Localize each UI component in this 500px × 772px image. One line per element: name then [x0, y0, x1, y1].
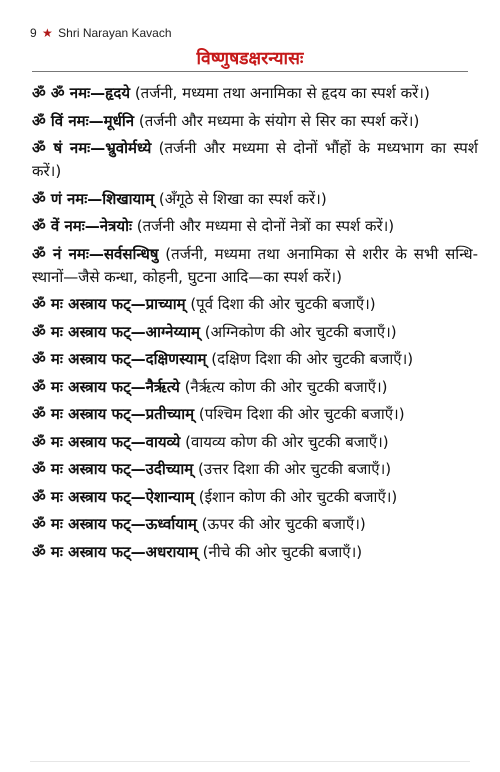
- list-item: [32, 348, 478, 371]
- mantra-text: ॐ वें नमः—नेत्रयोः: [32, 217, 133, 235]
- instruction-text: (अग्निकोण की ओर चुटकी बजाएँ।): [199, 322, 397, 341]
- title-divider: [32, 71, 468, 72]
- list-item: [32, 486, 478, 509]
- mantra-text: ॐ ॐ नमः—हृदये: [32, 84, 131, 102]
- mantra-text: ॐ मः अस्त्राय फट्—दक्षिणस्याम्: [32, 350, 207, 368]
- mantra-text: ॐ णं नमः—शिखायाम्: [32, 189, 155, 208]
- list-item: [32, 541, 478, 564]
- list-item: [32, 215, 478, 238]
- mantra-text: ॐ नं नमः—सर्वसन्धिषु: [32, 244, 159, 263]
- instruction-text: (नैर्ऋत्य कोण की ओर चुटकी बजाएँ।): [179, 377, 388, 396]
- list-item: [32, 403, 478, 426]
- running-header: [30, 26, 172, 40]
- list-item: [32, 110, 478, 133]
- mantra-text: ॐ मः अस्त्राय फट्—अधरायाम्: [32, 542, 198, 561]
- section-title: विष्णुषडक्षरन्यासः: [196, 49, 304, 69]
- instruction-text: (तर्जनी, मध्यमा तथा अनामिका से शरीर के सभी सन्धि-स्थानों—जैसे कन्धा, कोहनी, घुटना आदि—का स्पर्श करें।): [32, 244, 478, 286]
- list-item: [32, 458, 478, 481]
- instruction-text: (तर्जनी, मध्यमा तथा अनामिका से हृदय का स्पर्श करें।): [130, 84, 430, 102]
- mantra-text: ॐ मः अस्त्राय फट्—प्राच्याम्: [32, 295, 186, 313]
- instruction-text: (ऊपर की ओर चुटकी बजाएँ।): [196, 515, 366, 533]
- mantra-text: ॐ मः अस्त्राय फट्—ऊर्ध्वायाम्: [32, 515, 197, 533]
- list-item: [32, 293, 478, 316]
- list-item: [32, 243, 478, 289]
- mantra-text: ॐ विं नमः—मूर्धनि: [32, 111, 135, 130]
- list-item: [32, 137, 478, 183]
- list-item: [32, 82, 478, 105]
- page-number: 9: [30, 26, 37, 40]
- instruction-text: (पूर्व दिशा की ओर चुटकी बजाएँ।): [185, 295, 376, 313]
- mantra-text: ॐ मः अस्त्राय फट्—आग्नेय्याम्: [32, 322, 200, 341]
- instruction-text: (तर्जनी और मध्यमा से दोनों नेत्रों का स्पर्श करें।): [132, 217, 395, 235]
- list-item: [32, 513, 478, 536]
- mantra-text: ॐ मः अस्त्राय फट्—ऐशान्याम्: [32, 487, 194, 506]
- mantra-text: ॐ मः अस्त्राय फट्—वायव्ये: [32, 432, 181, 451]
- instruction-text: (नीचे की ओर चुटकी बजाएँ।): [197, 542, 363, 561]
- mantra-text: ॐ मः अस्त्राय फट्—नैर्ऋत्ये: [32, 377, 180, 396]
- star-icon: ★: [42, 26, 53, 40]
- nyasa-list: [32, 82, 478, 568]
- mantra-text: ॐ षं नमः—भ्रुवोर्मध्ये: [32, 139, 152, 157]
- mantra-text: ॐ मः अस्त्राय फट्—प्रतीच्याम्: [32, 405, 195, 423]
- instruction-text: (उत्तर दिशा की ओर चुटकी बजाएँ।): [193, 460, 392, 478]
- mantra-text: ॐ मः अस्त्राय फट्—उदीच्याम्: [32, 460, 194, 478]
- instruction-text: (दक्षिण दिशा की ओर चुटकी बजाएँ।): [206, 350, 414, 368]
- list-item: [32, 431, 478, 454]
- instruction-text: (तर्जनी और मध्यमा के संयोग से सिर का स्पर्श करें।): [134, 111, 420, 130]
- list-item: [32, 376, 478, 399]
- instruction-text: (पश्चिम दिशा की ओर चुटकी बजाएँ।): [194, 405, 405, 423]
- instruction-text: (वायव्य कोण की ओर चुटकी बजाएँ।): [180, 432, 389, 451]
- instruction-text: (तर्जनी और मध्यमा से दोनों भौंहों के मध्यभाग का स्पर्श करें।): [32, 139, 478, 180]
- list-item: [32, 321, 478, 344]
- list-item: [32, 188, 478, 211]
- instruction-text: (ईशान कोण की ओर चुटकी बजाएँ।): [194, 487, 398, 506]
- book-title: Shri Narayan Kavach: [58, 26, 172, 40]
- instruction-text: (अँगूठे से शिखा का स्पर्श करें।): [154, 189, 327, 208]
- page-bottom-edge: [30, 761, 470, 762]
